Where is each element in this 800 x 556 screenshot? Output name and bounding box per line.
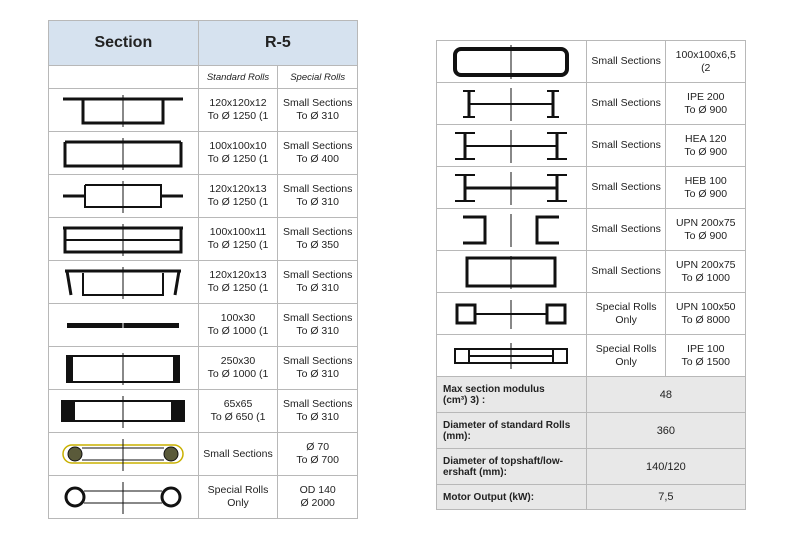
table-row — [437, 167, 746, 209]
section-note: Small Sections — [591, 139, 661, 151]
model-header: R-5 — [198, 21, 357, 66]
special-roll-dia: Ø 2000 — [300, 497, 335, 509]
standard-roll-dia: To Ø 650 (1 — [210, 411, 266, 423]
round-bar-section-icon — [53, 435, 193, 473]
spec-label: Diameter of topshaft/low- — [443, 455, 564, 467]
special-size: OD 140 — [299, 484, 336, 496]
section-note: Small Sections — [591, 265, 661, 277]
section-header: Section — [49, 21, 199, 66]
table-row — [49, 347, 358, 390]
roll-dia: (2 — [701, 61, 711, 74]
hea-beam-section-icon — [441, 127, 581, 165]
standard-size: 100x100x10 — [209, 140, 267, 152]
section-size: IPE 100 — [687, 342, 725, 355]
section-note: Small Sections — [591, 223, 661, 235]
spec-value: 7,5 — [586, 485, 745, 510]
special-size: Small Sections — [282, 312, 353, 324]
roll-dia: To Ø 1500 — [681, 355, 730, 368]
roll-dia: To Ø 900 — [684, 187, 728, 200]
special-roll-dia: To Ø 310 — [296, 110, 339, 122]
spec-value: 140/120 — [586, 449, 745, 485]
flat-bar-section-icon — [53, 306, 193, 344]
table-row — [437, 83, 746, 125]
upn-box-section-icon — [441, 253, 581, 291]
table-row — [437, 125, 746, 167]
tapered-channel-section-icon — [53, 263, 193, 301]
special-roll-dia: To Ø 310 — [296, 368, 339, 380]
standard-size: 120x120x13 — [209, 269, 267, 281]
standard-size: 120x120x13 — [209, 183, 267, 195]
standard-size: 65x65 — [223, 398, 253, 410]
standard-roll-dia: To Ø 1250 (1 — [207, 153, 269, 165]
left-header-row — [49, 21, 358, 66]
small-ipe-section-icon — [441, 337, 581, 375]
special-roll-dia: To Ø 310 — [296, 282, 339, 294]
spec-value: 48 — [586, 377, 745, 413]
table-row — [49, 304, 358, 347]
standard-roll-dia: To Ø 1250 (1 — [207, 282, 269, 294]
left-spec-table — [48, 20, 358, 519]
square-tube-section-icon — [53, 134, 193, 172]
standard-size: 100x100x11 — [209, 226, 267, 238]
section-note: Small Sections — [591, 181, 661, 193]
special-roll-dia: To Ø 310 — [296, 325, 339, 337]
special-size: Small Sections — [282, 183, 353, 195]
section-size: IPE 200 — [687, 90, 725, 103]
spec-row — [437, 485, 746, 510]
section-note: Small Sections — [591, 97, 661, 109]
table-row — [49, 175, 358, 218]
table-row — [49, 89, 358, 132]
table-row — [49, 261, 358, 304]
spec-label: Diameter of standard Rolls — [443, 419, 571, 431]
standard-roll-dia: To Ø 1250 (1 — [207, 239, 269, 251]
section-size: 100x100x6,5 — [675, 48, 736, 61]
section-size: HEA 120 — [685, 132, 727, 145]
right-spec-table — [436, 40, 746, 510]
section-note: Special Rolls — [595, 300, 657, 313]
standard-roll-dia: Only — [227, 497, 249, 509]
standard-roll-dia: To Ø 1250 (1 — [207, 110, 269, 122]
special-size: Small Sections — [282, 97, 353, 109]
special-roll-dia: To Ø 350 — [296, 239, 339, 251]
standard-rolls-header: Standard Rolls — [198, 66, 278, 89]
table-row: Special Rolls Only IPE 100 To Ø 1500 — [437, 335, 746, 377]
table-row — [49, 390, 358, 433]
spec-row: Diameter of topshaft/low- ershaft (mm): 140/120 — [437, 449, 746, 485]
section-size: HEB 100 — [684, 174, 727, 187]
standard-roll-dia: To Ø 1000 (1 — [207, 368, 269, 380]
ipe-beam-section-icon — [441, 85, 581, 123]
standard-size: 250x30 — [220, 355, 256, 367]
roll-dia: To Ø 900 — [684, 229, 728, 242]
standard-roll-dia: To Ø 1250 (1 — [207, 196, 269, 208]
section-note: Small Sections — [591, 55, 661, 67]
special-size: Small Sections — [282, 355, 353, 367]
section-size: UPN 200x75 — [675, 258, 736, 271]
standard-size: 120x120x12 — [209, 97, 267, 109]
spec-label: Max section modulus — [443, 383, 545, 395]
special-size: Small Sections — [282, 269, 353, 281]
wide-flat-section-icon — [53, 349, 193, 387]
special-size: Small Sections — [282, 398, 353, 410]
roll-dia: To Ø 1000 — [681, 271, 730, 284]
special-size: Small Sections — [282, 226, 353, 238]
special-roll-dia: To Ø 310 — [296, 411, 339, 423]
standard-size: 100x30 — [220, 312, 256, 324]
special-size: Ø 70 — [306, 441, 330, 453]
spec-row: Max section modulus (cm³) 3) : 48 — [437, 377, 746, 413]
special-roll-dia: To Ø 400 — [296, 153, 339, 165]
table-row: Special Rolls Only UPN 100x50 To Ø 8000 — [437, 293, 746, 335]
spec-value: 360 — [586, 413, 745, 449]
t-bar-section-icon — [53, 177, 193, 215]
special-roll-dia: To Ø 700 — [296, 454, 339, 466]
upn-channel-section-icon — [441, 211, 581, 249]
section-note: Special Rolls — [595, 342, 657, 355]
table-row — [49, 218, 358, 261]
double-angle-section-icon — [53, 220, 193, 258]
rect-tube-section-icon — [441, 43, 581, 81]
subheader-row — [49, 66, 358, 89]
section-size: UPN 100x50 — [675, 300, 736, 313]
standard-roll-dia: To Ø 1000 (1 — [207, 325, 269, 337]
spec-row: Diameter of standard Rolls (mm): 360 — [437, 413, 746, 449]
heb-beam-section-icon — [441, 169, 581, 207]
table-row — [437, 251, 746, 293]
table-row — [437, 209, 746, 251]
spec-label: Motor Output (kW): — [443, 491, 535, 503]
channel-section-icon — [53, 91, 193, 129]
table-row — [49, 132, 358, 175]
roll-dia: To Ø 8000 — [681, 313, 730, 326]
small-upn-section-icon — [441, 295, 581, 333]
roll-dia: To Ø 900 — [684, 145, 728, 158]
table-row — [49, 476, 358, 519]
table-row — [437, 41, 746, 83]
special-roll-dia: To Ø 310 — [296, 196, 339, 208]
square-bar-section-icon — [53, 392, 193, 430]
roll-dia: To Ø 900 — [684, 103, 728, 116]
special-rolls-header: Special Rolls — [278, 66, 358, 89]
table-row — [49, 433, 358, 476]
pipe-section-icon — [53, 478, 193, 516]
special-size: Small Sections — [282, 140, 353, 152]
standard-size: Special Rolls — [207, 484, 269, 496]
section-size: UPN 200x75 — [675, 216, 736, 229]
standard-roll-dia: Small Sections — [203, 447, 273, 460]
